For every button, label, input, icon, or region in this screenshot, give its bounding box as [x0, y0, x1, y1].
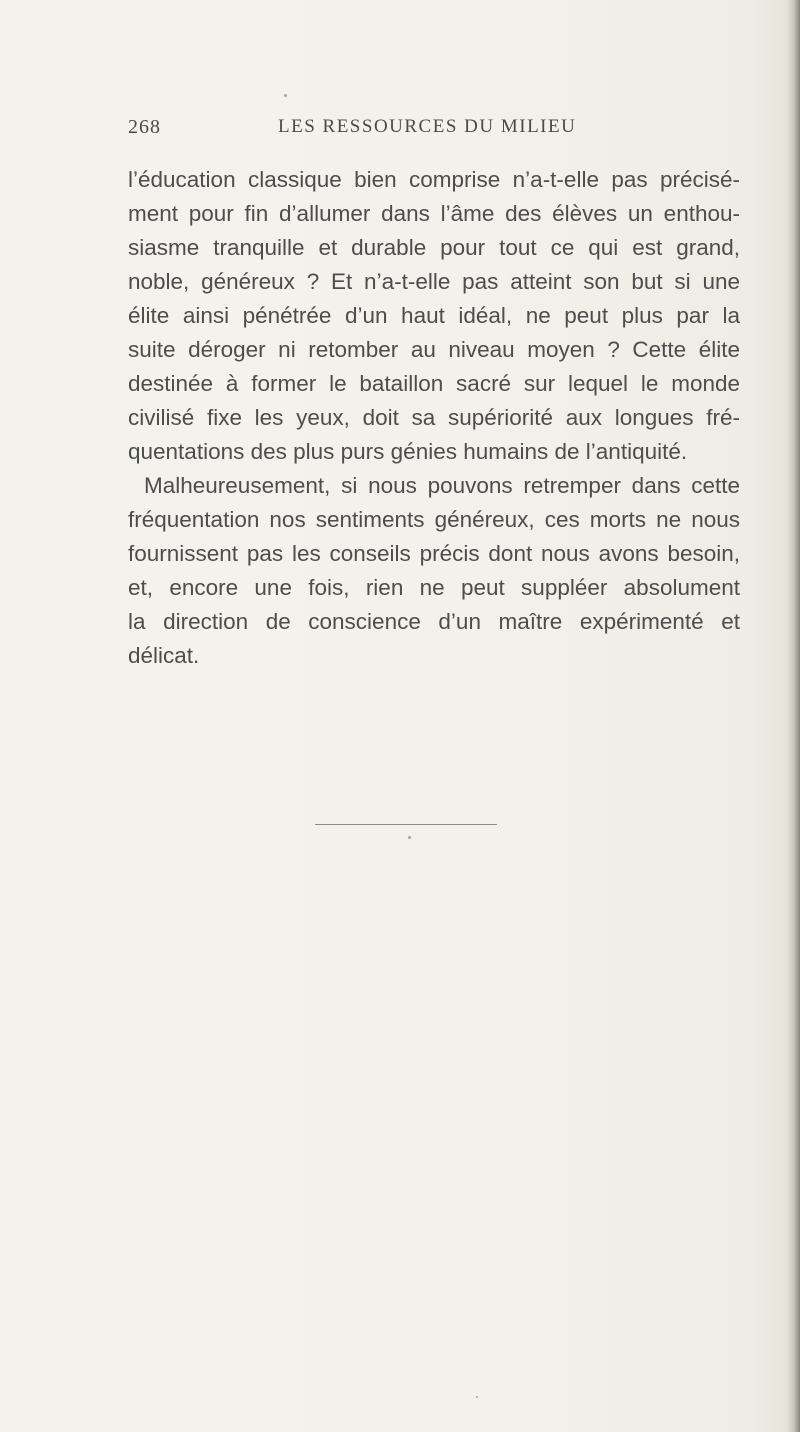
text-line: fréquentation nos sentiments généreux, ces morts ne nous: [128, 507, 740, 532]
text-line: fournissent pas les conseils précis dont nous avons besoin,: [128, 541, 740, 566]
text-line: élite ainsi pénétrée d’un haut idéal, ne peut plus par la: [128, 303, 740, 328]
text-line: la direction de conscience d’un maître expérimenté et: [128, 609, 740, 634]
text-line: quentations des plus purs génies humains de l’antiquité.: [128, 439, 688, 464]
text-line: ment pour fin d’allumer dans l’âme des élèves un enthou-: [128, 201, 740, 226]
text-line: Malheureusement, si nous pouvons retremper dans cette: [144, 473, 740, 498]
end-of-chapter-rule: [315, 824, 497, 825]
text-line: délicat.: [128, 643, 200, 668]
paper-speck: [408, 836, 411, 839]
page-number: 268: [128, 116, 161, 138]
text-line: civilisé fixe les yeux, doit sa supériorité aux longues fré-: [128, 405, 740, 430]
text-line: siasme tranquille et durable pour tout ce qui est grand,: [128, 235, 740, 260]
paper-speck: [476, 1396, 478, 1398]
page-edge-shadow: [786, 0, 800, 1432]
running-header: [128, 116, 688, 146]
text-line: destinée à former le bataillon sacré sur lequel le monde: [128, 371, 740, 396]
paragraph-2: [128, 469, 740, 673]
text-line: suite déroger ni retomber au niveau moyen ? Cette élite: [128, 337, 740, 362]
body-text: [128, 163, 740, 673]
text-line: et, encore une fois, rien ne peut suppléer absolument: [128, 575, 740, 600]
paper-speck: [284, 94, 287, 97]
text-line: noble, généreux ? Et n’a-t-elle pas atteint son but si une: [128, 269, 740, 294]
paragraph-1: [128, 163, 740, 469]
text-line: l’éducation classique bien comprise n’a-t-elle pas précisé-: [128, 167, 740, 192]
running-title: LES RESSOURCES DU MILIEU: [278, 116, 577, 137]
